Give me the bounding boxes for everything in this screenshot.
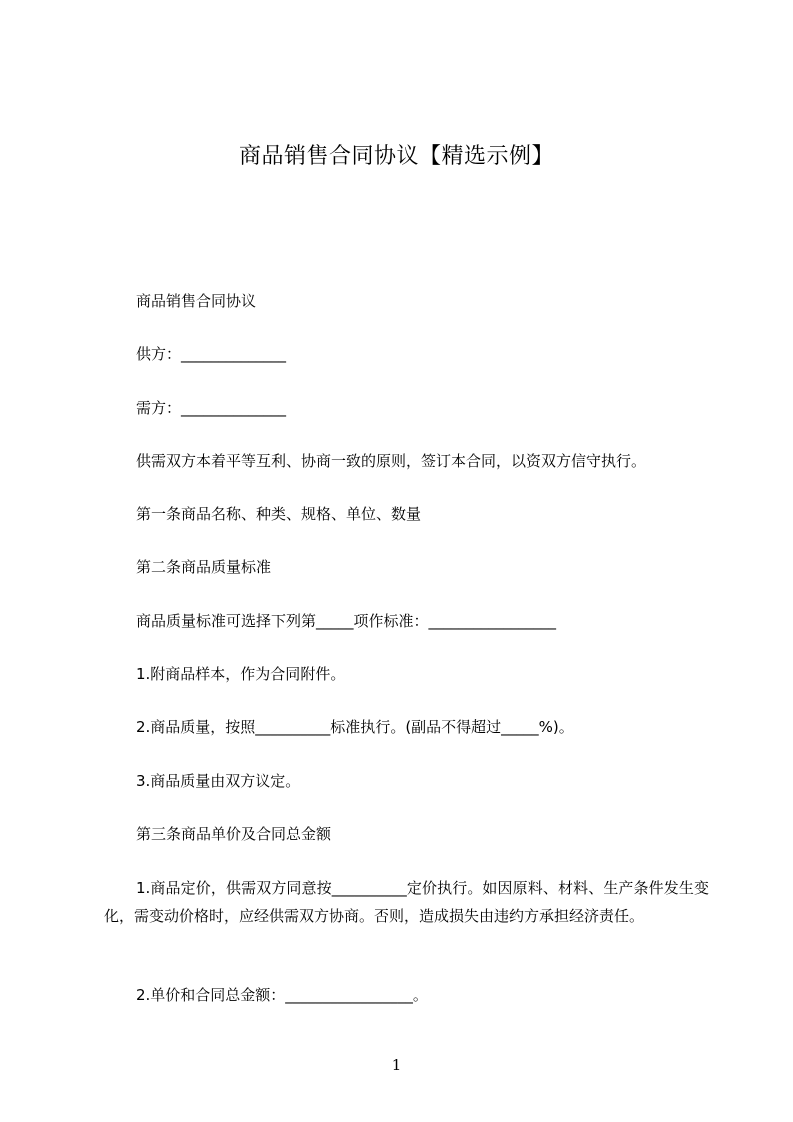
article-1-heading: 第一条商品名称、种类、规格、单位、数量 [136,505,422,523]
quality-item-2: 2.商品质量，按照__________标准执行。(副品不得超过_____%)。 [136,718,574,736]
contract-heading: 商品销售合同协议 [136,292,257,310]
article-2-heading: 第二条商品质量标准 [136,558,272,576]
page-number: 1 [391,1056,402,1074]
quality-standard-line: 商品质量标准可选择下列第_____项作标准：_________________ [136,612,557,630]
pricing-paragraph: 1.商品定价，供需双方同意按__________定价执行。如因原料、材料、生产条件发生变化，需变动价格时，应经供需双方协商。否则，造成损失由违约方承担经济责任。 [104,879,709,925]
quality-item-3: 3.商品质量由双方议定。 [136,772,301,790]
article-3-heading: 第三条商品单价及合同总金额 [136,825,332,843]
quality-item-1: 1.附商品样本，作为合同附件。 [136,665,346,683]
supplier-line: 供方：______________ [136,345,287,363]
total-amount-line: 2.单价和合同总金额：_________________。 [136,986,428,1004]
document-title: 商品销售合同协议【精选示例】 [238,144,554,169]
buyer-line: 需方：______________ [136,399,287,417]
preamble-line: 供需双方本着平等互利、协商一致的原则，签订本合同，以资双方信守执行。 [136,452,647,470]
